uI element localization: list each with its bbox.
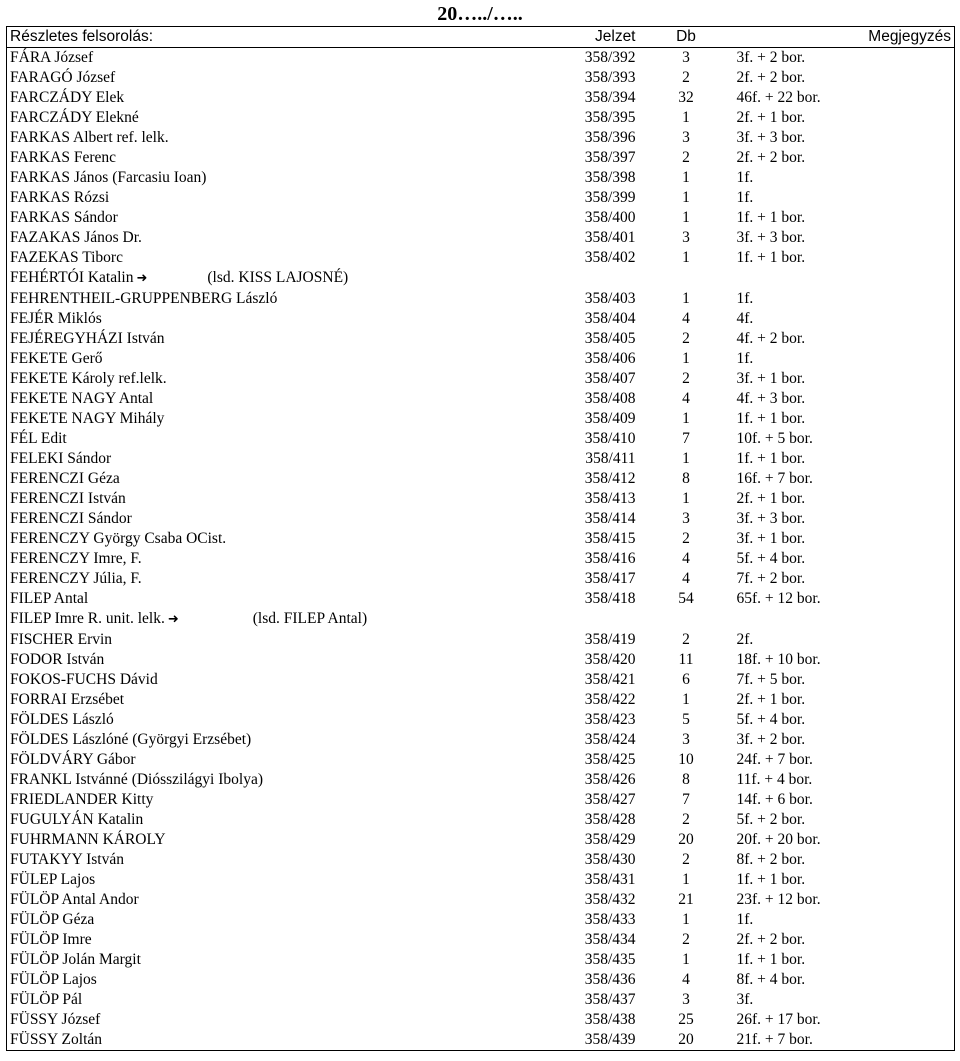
entry-count: 1: [682, 109, 690, 126]
entry-note: 18f. + 10 bor.: [736, 651, 821, 668]
entry-code: 358/434: [584, 931, 636, 948]
table-row: [7, 970, 955, 990]
table-row: [7, 148, 955, 168]
entry-count: 20: [678, 831, 694, 848]
entry-code: 358/428: [584, 811, 636, 828]
entry-name: FEKETE NAGY Antal: [10, 390, 154, 407]
entry-count: 5: [682, 711, 690, 728]
entry-name: FEJÉR Miklós: [10, 310, 102, 327]
entry-name-cell: [7, 268, 509, 289]
table-row: [7, 469, 955, 489]
entry-note: 23f. + 12 bor.: [736, 891, 821, 908]
entry-code: 358/423: [584, 711, 636, 728]
entry-name: FELEKI Sándor: [10, 450, 112, 467]
entry-name: FAZAKAS János Dr.: [10, 229, 142, 246]
table-row: [7, 810, 955, 830]
table-row: [7, 1030, 955, 1051]
entry-note: 1f.: [736, 189, 754, 206]
entry-note: 1f.: [736, 911, 754, 928]
entry-code: 358/429: [584, 831, 636, 848]
arrow-right-icon: ➜: [167, 612, 179, 627]
table-row: [7, 128, 955, 148]
entry-note: 4f. + 3 bor.: [736, 390, 806, 407]
entry-code: 358/421: [584, 671, 636, 688]
entry-count: 3: [682, 510, 690, 527]
entry-count: 2: [682, 149, 690, 166]
entry-note: 2f. + 2 bor.: [736, 931, 806, 948]
cross-reference: (lsd. KISS LAJOSNÉ): [207, 269, 349, 286]
entry-name: FARKAS Sándor: [10, 209, 118, 226]
entry-name: FÉL Edit: [10, 430, 67, 447]
entry-code: 358/395: [584, 109, 636, 126]
entry-note: 1f. + 1 bor.: [736, 410, 806, 427]
table-row: [7, 268, 955, 289]
header-note: Megjegyzés: [734, 27, 955, 48]
empty-cell: [734, 268, 955, 289]
entry-note: 1f. + 1 bor.: [736, 249, 806, 266]
table-row: [7, 409, 955, 429]
table-row: [7, 449, 955, 469]
entry-name: FAZEKAS Tiborc: [10, 249, 123, 266]
entry-count: 1: [682, 951, 690, 968]
cross-reference: (lsd. FILEP Antal): [252, 610, 368, 627]
entry-count: 11: [678, 651, 694, 668]
table-row: [7, 609, 955, 630]
entry-count: 1: [682, 189, 690, 206]
entry-code: 358/433: [584, 911, 636, 928]
entry-name: FILEP Imre R. unit. lelk.: [10, 610, 165, 627]
header-name: Részletes felsorolás:: [7, 27, 509, 48]
entry-count: 4: [682, 390, 690, 407]
entry-count: 7: [682, 430, 690, 447]
entry-name: FÜLÖP Imre: [10, 931, 92, 948]
entry-note: 1f. + 1 bor.: [736, 951, 806, 968]
table-row: [7, 890, 955, 910]
entry-code: 358/431: [584, 871, 636, 888]
entry-note: 1f. + 1 bor.: [736, 871, 806, 888]
entry-note: 2f.: [736, 631, 754, 648]
entry-code: 358/427: [584, 791, 636, 808]
entry-code: 358/422: [584, 691, 636, 708]
entry-count: 8: [682, 771, 690, 788]
entry-note: 1f.: [736, 350, 754, 367]
entry-code: 358/410: [584, 430, 636, 447]
entry-count: 4: [682, 550, 690, 567]
table-row: [7, 208, 955, 228]
entry-name: FERENCZI István: [10, 490, 126, 507]
table-header-row: [7, 27, 955, 48]
entry-code: 358/394: [584, 89, 636, 106]
entry-note: 2f. + 2 bor.: [736, 69, 806, 86]
entry-code: 358/404: [584, 310, 636, 327]
entry-note: 3f. + 3 bor.: [736, 510, 806, 527]
table-row: [7, 930, 955, 950]
entry-note: 1f.: [736, 290, 754, 307]
entry-count: 2: [682, 530, 690, 547]
entry-name: FÜSSY Zoltán: [10, 1031, 103, 1048]
entry-note: 5f. + 4 bor.: [736, 711, 806, 728]
entry-count: 3: [682, 991, 690, 1008]
table-row: [7, 830, 955, 850]
table-row: [7, 1010, 955, 1030]
table-row: [7, 670, 955, 690]
entry-name: FUHRMANN KÁROLY: [10, 831, 166, 848]
entry-note: 14f. + 6 bor.: [736, 791, 813, 808]
entry-count: 54: [678, 590, 694, 607]
entry-count: 2: [682, 330, 690, 347]
table-row: [7, 329, 955, 349]
entry-count: 1: [682, 450, 690, 467]
table-row: [7, 850, 955, 870]
entry-name: FERENCZY Júlia, F.: [10, 570, 142, 587]
table-row: [7, 489, 955, 509]
entry-note: 65f. + 12 bor.: [736, 590, 821, 607]
entry-name: FARCZÁDY Elek: [10, 89, 125, 106]
entry-code: 358/425: [584, 751, 636, 768]
entry-name: FERENCZY György Csaba OCist.: [10, 530, 227, 547]
entry-note: 1f. + 1 bor.: [736, 450, 806, 467]
table-row: [7, 188, 955, 208]
entry-name: FÜLÖP Jolán Margit: [10, 951, 141, 968]
table-row: [7, 750, 955, 770]
page-date: 20…../…..: [437, 3, 523, 25]
entry-note: 2f. + 2 bor.: [736, 149, 806, 166]
entry-code: 358/416: [584, 550, 636, 567]
empty-cell: [509, 609, 639, 630]
table-row: [7, 88, 955, 108]
table-row: [7, 108, 955, 128]
table-row: [7, 549, 955, 569]
entry-note: 1f. + 1 bor.: [736, 209, 806, 226]
entry-note: 26f. + 17 bor.: [736, 1011, 821, 1028]
entry-name: FISCHER Ervin: [10, 631, 113, 648]
table-row: [7, 990, 955, 1010]
entry-name-cell: [7, 609, 509, 630]
entry-count: 3: [682, 129, 690, 146]
entry-count: 4: [682, 570, 690, 587]
entry-code: 358/409: [584, 410, 636, 427]
entry-count: 1: [682, 911, 690, 928]
entry-name: FÜLÖP Antal Andor: [10, 891, 139, 908]
entry-code: 358/400: [584, 209, 636, 226]
entry-name: FEKETE Károly ref.lelk.: [10, 370, 167, 387]
entry-name: FEHÉRTÓI Katalin: [10, 269, 134, 286]
table-row: [7, 429, 955, 449]
table-row: [7, 650, 955, 670]
entry-name: FERENCZY Imre, F.: [10, 550, 142, 567]
entry-note: 3f. + 1 bor.: [736, 370, 806, 387]
entry-note: 10f. + 5 bor.: [736, 430, 813, 447]
entry-count: 7: [682, 791, 690, 808]
entry-name: FEKETE NAGY Mihály: [10, 410, 165, 427]
entry-note: 5f. + 2 bor.: [736, 811, 806, 828]
entry-code: 358/397: [584, 149, 636, 166]
entry-note: 7f. + 2 bor.: [736, 570, 806, 587]
entry-count: 1: [682, 410, 690, 427]
entry-name: FARKAS Albert ref. lelk.: [10, 129, 169, 146]
table-row: [7, 770, 955, 790]
table-row: [7, 68, 955, 88]
entry-name: FEKETE Gerő: [10, 350, 103, 367]
empty-cell: [509, 268, 639, 289]
entry-code: 358/399: [584, 189, 636, 206]
entry-count: 8: [682, 470, 690, 487]
entry-name: FARKAS Ferenc: [10, 149, 117, 166]
entry-note: 16f. + 7 bor.: [736, 470, 813, 487]
entry-note: 3f. + 1 bor.: [736, 530, 806, 547]
entry-note: 3f. + 3 bor.: [736, 229, 806, 246]
empty-cell: [639, 268, 734, 289]
entry-note: 2f. + 1 bor.: [736, 109, 806, 126]
entry-code: 358/417: [584, 570, 636, 587]
entry-note: 4f.: [736, 310, 754, 327]
entry-name: FUGULYÁN Katalin: [10, 811, 144, 828]
empty-cell: [734, 609, 955, 630]
entry-count: 2: [682, 370, 690, 387]
entry-count: 2: [682, 811, 690, 828]
entry-count: 1: [682, 290, 690, 307]
entry-code: 358/415: [584, 530, 636, 547]
entry-count: 1: [682, 691, 690, 708]
table-row: [7, 910, 955, 930]
entry-note: 2f. + 1 bor.: [736, 490, 806, 507]
table-row: [7, 349, 955, 369]
table-row: [7, 369, 955, 389]
entry-name: FOKOS-FUCHS Dávid: [10, 671, 158, 688]
entry-note: 3f. + 2 bor.: [736, 49, 806, 66]
table-row: [7, 870, 955, 890]
entry-name: FÜSSY József: [10, 1011, 101, 1028]
entry-name: FERENCZI Sándor: [10, 510, 132, 527]
table-row: [7, 730, 955, 750]
entry-name: FÜLEP Lajos: [10, 871, 96, 888]
entry-code: 358/406: [584, 350, 636, 367]
entry-code: 358/424: [584, 731, 636, 748]
entry-code: 358/405: [584, 330, 636, 347]
entry-code: 358/414: [584, 510, 636, 527]
entry-name: FÜLÖP Lajos: [10, 971, 97, 988]
entry-count: 4: [682, 971, 690, 988]
entry-name: FRIEDLANDER Kitty: [10, 791, 154, 808]
entry-count: 2: [682, 69, 690, 86]
entry-name: FEHRENTHEIL-GRUPPENBERG László: [10, 290, 278, 307]
entry-code: 358/435: [584, 951, 636, 968]
entry-count: 1: [682, 350, 690, 367]
entry-name: FUTAKYY István: [10, 851, 124, 868]
table-row: [7, 48, 955, 69]
entry-count: 3: [682, 731, 690, 748]
entry-note: 11f. + 4 bor.: [736, 771, 813, 788]
table-row: [7, 790, 955, 810]
entry-count: 25: [678, 1011, 694, 1028]
entry-count: 2: [682, 931, 690, 948]
table-row: [7, 630, 955, 650]
entry-count: 4: [682, 310, 690, 327]
entry-count: 1: [682, 249, 690, 266]
entry-note: 5f. + 4 bor.: [736, 550, 806, 567]
entry-code: 358/439: [584, 1031, 636, 1048]
entry-name: FARKAS Rózsi: [10, 189, 110, 206]
entry-note: 21f. + 7 bor.: [736, 1031, 813, 1048]
entry-count: 1: [682, 871, 690, 888]
entry-code: 358/408: [584, 390, 636, 407]
entry-code: 358/402: [584, 249, 636, 266]
entry-count: 21: [678, 891, 694, 908]
table-row: [7, 289, 955, 309]
entry-code: 358/412: [584, 470, 636, 487]
entry-note: 8f. + 4 bor.: [736, 971, 806, 988]
entry-code: 358/437: [584, 991, 636, 1008]
table-row: [7, 529, 955, 549]
entry-note: 3f. + 2 bor.: [736, 731, 806, 748]
table-row: [7, 569, 955, 589]
entry-code: 358/398: [584, 169, 636, 186]
entry-code: 358/432: [584, 891, 636, 908]
table-row: [7, 389, 955, 409]
table-row: [7, 690, 955, 710]
entry-count: 20: [678, 1031, 694, 1048]
entry-name: FARAGÓ József: [10, 69, 116, 86]
entry-name: FEJÉREGYHÁZI István: [10, 330, 165, 347]
entry-note: 2f. + 1 bor.: [736, 691, 806, 708]
entry-count: 32: [678, 89, 694, 106]
entry-name: FÖLDES Lászlóné (Györgyi Erzsébet): [10, 731, 252, 748]
table-row: [7, 710, 955, 730]
entry-note: 46f. + 22 bor.: [736, 89, 821, 106]
entry-name: FODOR István: [10, 651, 105, 668]
entry-name: FÖLDVÁRY Gábor: [10, 751, 136, 768]
entry-code: 358/411: [585, 450, 636, 467]
entry-code: 358/438: [584, 1011, 636, 1028]
entry-note: 1f.: [736, 169, 754, 186]
arrow-right-icon: ➜: [136, 271, 148, 286]
entry-note: 20f. + 20 bor.: [736, 831, 821, 848]
entry-name: FARKAS János (Farcasiu Ioan): [10, 169, 207, 186]
entry-count: 6: [682, 671, 690, 688]
entry-note: 4f. + 2 bor.: [736, 330, 806, 347]
table-row: [7, 228, 955, 248]
table-row: [7, 589, 955, 609]
entry-note: 3f.: [736, 991, 754, 1008]
entry-count: 1: [682, 490, 690, 507]
entry-name: FÖLDES László: [10, 711, 114, 728]
table-row: [7, 168, 955, 188]
entry-count: 1: [682, 169, 690, 186]
entry-count: 3: [682, 49, 690, 66]
entry-count: 1: [682, 209, 690, 226]
entry-note: 24f. + 7 bor.: [736, 751, 813, 768]
entry-code: 358/403: [584, 290, 636, 307]
entry-name: FRANKL Istvánné (Diósszilágyi Ibolya): [10, 771, 263, 788]
table-row: [7, 509, 955, 529]
entry-note: 3f. + 3 bor.: [736, 129, 806, 146]
entry-name: FÜLÖP Pál: [10, 991, 83, 1008]
empty-cell: [639, 609, 734, 630]
entry-code: 358/407: [584, 370, 636, 387]
entry-code: 358/413: [584, 490, 636, 507]
header-db: Db: [639, 27, 734, 48]
entry-code: 358/401: [584, 229, 636, 246]
entry-name: FERENCZI Géza: [10, 470, 120, 487]
table-body: [7, 48, 955, 1051]
entry-code: 358/392: [584, 49, 636, 66]
table-row: [7, 309, 955, 329]
entry-count: 10: [678, 751, 694, 768]
entry-count: 3: [682, 229, 690, 246]
entry-count: 2: [682, 631, 690, 648]
entry-name: FARCZÁDY Elekné: [10, 109, 139, 126]
entry-code: 358/418: [584, 590, 636, 607]
entry-name: FÁRA József: [10, 49, 94, 66]
records-table: [6, 26, 955, 1051]
entry-name: FORRAI Erzsébet: [10, 691, 125, 708]
entry-code: 358/393: [584, 69, 636, 86]
header-code: Jelzet: [509, 27, 639, 48]
entry-code: 358/419: [584, 631, 636, 648]
entry-code: 358/396: [584, 129, 636, 146]
table-row: [7, 248, 955, 268]
entry-note: 7f. + 5 bor.: [736, 671, 806, 688]
entry-code: 358/426: [584, 771, 636, 788]
entry-code: 358/430: [584, 851, 636, 868]
table-row: [7, 950, 955, 970]
entry-code: 358/436: [584, 971, 636, 988]
entry-code: 358/420: [584, 651, 636, 668]
entry-name: FÜLÖP Géza: [10, 911, 95, 928]
entry-count: 2: [682, 851, 690, 868]
entry-name: FILEP Antal: [10, 590, 89, 607]
entry-note: 8f. + 2 bor.: [736, 851, 806, 868]
